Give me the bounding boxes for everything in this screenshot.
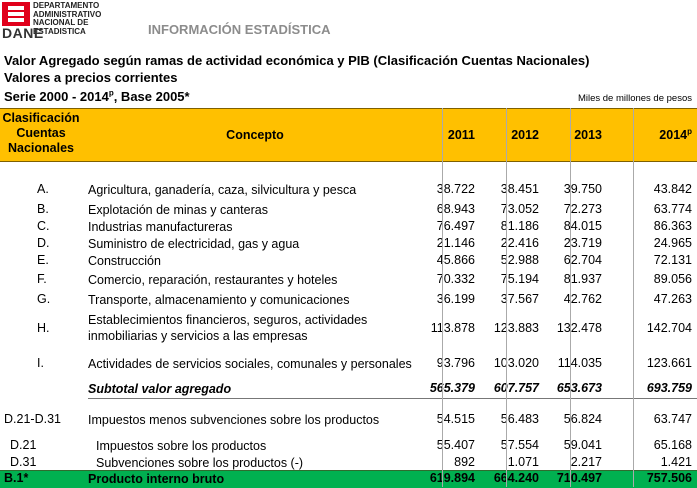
value-2011: 93.796 [436, 356, 475, 370]
logo-line: ESTADISTICA [33, 26, 86, 36]
value-2014: 65.168 [653, 438, 692, 452]
table-subtitle: Valores a precios corrientes [4, 70, 178, 85]
row-concept: Explotación de minas y canteras [88, 203, 268, 217]
row-concept-line: inmobiliarias y servicios a las empresas [88, 329, 308, 343]
table-header [0, 108, 697, 162]
subtotal-2013: 653.673 [556, 381, 602, 395]
subtotal-2012: 607.757 [493, 381, 539, 395]
header-year-2014 [632, 128, 692, 142]
value-2012: 57.554 [500, 438, 539, 452]
value-2012: 75.194 [500, 272, 539, 286]
value-2013: 84.015 [563, 219, 602, 233]
dane-logo-icon [2, 2, 30, 26]
row-code: D.21-D.31 [4, 412, 61, 426]
column-divider [442, 108, 443, 487]
row-code: B. [37, 202, 49, 216]
column-divider [506, 108, 507, 487]
row-concept: Subvenciones sobre los productos (-) [96, 456, 304, 470]
header-classification [2, 111, 80, 156]
value-2012: 38.451 [500, 182, 539, 196]
row-code: D. [37, 236, 50, 250]
row-concept: Transporte, almacenamiento y comunicaciones [88, 293, 350, 307]
column-divider [633, 108, 634, 487]
value-2014: 123.661 [646, 356, 692, 370]
value-2011: 21.146 [436, 236, 475, 250]
value-2013: 2.217 [570, 455, 602, 469]
value-2011: 36.199 [436, 292, 475, 306]
header-year-2011: 2011 [447, 128, 475, 142]
table-row [0, 312, 697, 346]
value-2011: 68.943 [436, 202, 475, 216]
value-2011: 76.497 [436, 219, 475, 233]
header-classification-line: Clasificación [2, 111, 80, 125]
value-2014: 86.363 [653, 219, 692, 233]
subtotal-divider [88, 398, 697, 399]
value-2011: 55.407 [436, 438, 475, 452]
section-title: INFORMACIÓN ESTADÍSTICA [148, 22, 331, 37]
row-code: D.21 [10, 438, 37, 452]
value-2014: 142.704 [646, 321, 692, 335]
value-2014: 43.842 [653, 182, 692, 196]
header-year-2013: 2013 [574, 128, 602, 142]
value-2014: 89.056 [653, 272, 692, 286]
units-label: Miles de millones de pesos [577, 93, 692, 104]
value-2013: 132.478 [556, 321, 602, 335]
page-header [0, 0, 697, 46]
provisional-mark: p [687, 126, 692, 136]
provisional-mark: p [108, 88, 114, 98]
pib-2014: 757.506 [646, 471, 692, 485]
subtotal-2014: 693.759 [646, 381, 692, 395]
logo-wordmark: DANE [2, 25, 44, 41]
row-code: H. [37, 321, 50, 335]
series-label-text: Serie 2000 - 2014 [4, 89, 109, 104]
value-2012: 56.483 [500, 412, 539, 426]
value-2011: 70.332 [436, 272, 475, 286]
pib-2013: 710.497 [556, 471, 602, 485]
series-label [4, 89, 190, 104]
row-code: F. [37, 272, 47, 286]
value-2013: 62.704 [563, 253, 602, 267]
value-2013: 56.824 [563, 412, 602, 426]
value-2012: 123.883 [493, 321, 539, 335]
pib-2012: 664.240 [493, 471, 539, 485]
row-concept-line: Establecimientos financieros, seguros, actividades [88, 313, 368, 327]
row-code: I. [37, 356, 44, 370]
value-2011: 45.866 [436, 253, 475, 267]
pib-label: Producto interno bruto [88, 472, 225, 486]
row-concept: Construcción [88, 254, 161, 268]
value-2011: 54.515 [436, 412, 475, 426]
value-2011: 892 [454, 455, 475, 469]
value-2014: 47.263 [653, 292, 692, 306]
dane-logo [2, 2, 142, 40]
value-2012: 22.416 [500, 236, 539, 250]
table-title: Valor Agregado según ramas de actividad económica y PIB (Clasificación Cuentas Nacionales) [4, 53, 590, 68]
subtotal-label: Subtotal valor agregado [88, 382, 232, 396]
value-2014: 1.421 [660, 455, 692, 469]
value-2012: 103.020 [493, 356, 539, 370]
pib-2011: 619.894 [429, 471, 475, 485]
value-2013: 72.273 [563, 202, 602, 216]
value-2013: 81.937 [563, 272, 602, 286]
value-2013: 42.762 [563, 292, 602, 306]
header-classification-line: Cuentas [16, 126, 66, 140]
row-code: C. [37, 219, 50, 233]
header-concept: Concepto [226, 128, 284, 142]
row-code: B.1* [4, 471, 29, 485]
row-concept: Comercio, reparación, restaurantes y hoteles [88, 273, 338, 287]
row-concept: Impuestos menos subvenciones sobre los productos [88, 413, 380, 427]
value-2013: 39.750 [563, 182, 602, 196]
logo-line: NACIONAL DE [33, 18, 89, 27]
logo-line: ADMINISTRATIVO [33, 9, 102, 19]
row-concept [88, 312, 367, 344]
row-concept: Actividades de servicios sociales, comunales y personales [88, 357, 412, 371]
value-2012: 73.052 [500, 202, 539, 216]
header-year-2012: 2012 [511, 128, 539, 142]
value-2011: 113.878 [430, 321, 475, 335]
value-2011: 38.722 [436, 182, 475, 196]
value-2012: 37.567 [500, 292, 539, 306]
row-concept: Industrias manufactureras [88, 220, 233, 234]
value-2012: 81.186 [500, 219, 539, 233]
series-base-text: , Base 2005* [113, 89, 190, 104]
value-2013: 114.035 [557, 356, 602, 370]
row-code: D.31 [10, 455, 37, 469]
header-year-2014-text: 2014 [659, 128, 688, 142]
row-concept: Impuestos sobre los productos [96, 439, 267, 453]
row-concept: Suministro de electricidad, gas y agua [88, 237, 300, 251]
value-2014: 24.965 [653, 236, 692, 250]
value-2014: 63.747 [653, 412, 692, 426]
subtotal-2011: 565.379 [429, 381, 475, 395]
value-2012: 52.988 [500, 253, 539, 267]
column-divider [570, 108, 571, 487]
value-2012: 1.071 [507, 455, 539, 469]
row-code: A. [37, 182, 49, 196]
logo-line: DEPARTAMENTO [33, 1, 100, 10]
value-2014: 63.774 [653, 202, 692, 216]
row-code: G. [37, 292, 51, 306]
row-code: E. [37, 253, 49, 267]
row-concept: Agricultura, ganadería, caza, silvicultura y pesca [88, 183, 357, 197]
value-2013: 59.041 [563, 438, 602, 452]
value-2014: 72.131 [653, 253, 692, 267]
header-classification-line: Nacionales [7, 141, 74, 155]
value-2013: 23.719 [563, 236, 602, 250]
